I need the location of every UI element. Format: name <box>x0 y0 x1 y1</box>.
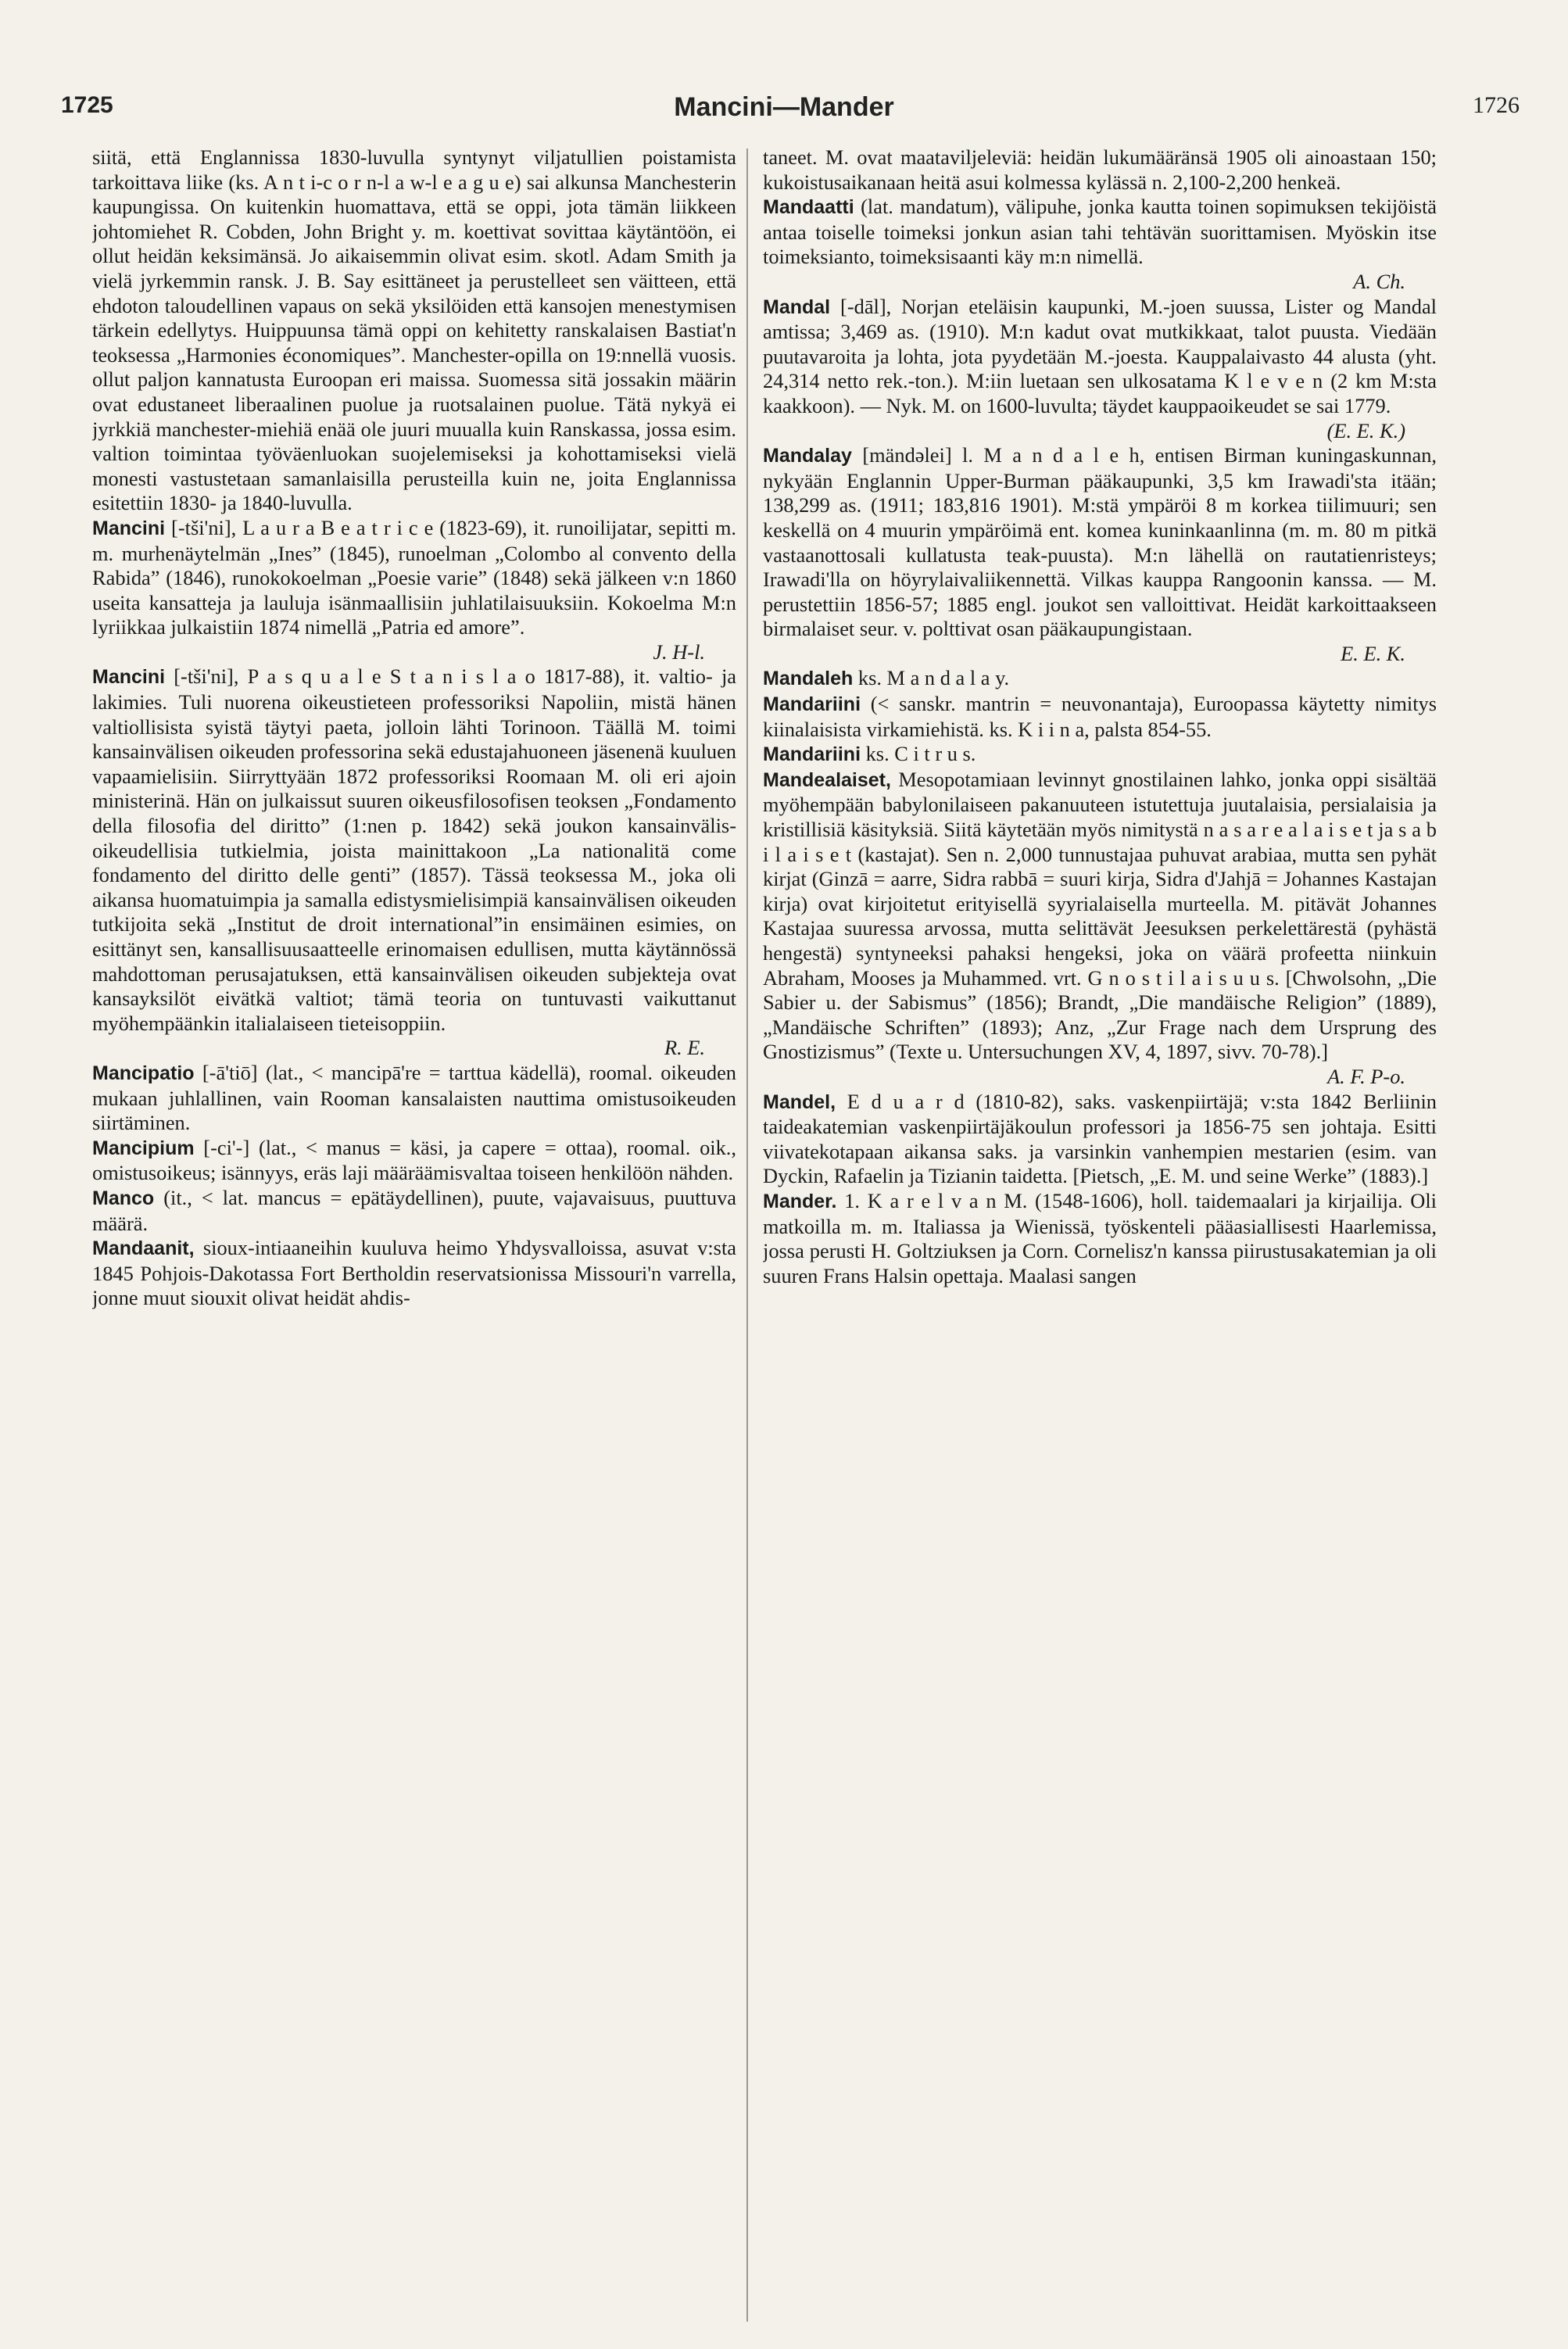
author-signature: J. H-l. <box>653 639 705 664</box>
entry-text: (lat. mandatum), välipuhe, jonka kautta toinen sopimuksen tekijöistä antaa toiselle toimeksi jonkun asian tahi tehtävän suorittamisen. Myöskin itse toimeksianto, toimeksisaanti käy m:n nimellä. <box>763 195 1437 269</box>
entry-text: ks. M a n d a l a y. <box>853 666 1010 690</box>
continued-text <box>92 145 736 516</box>
column-divider <box>746 149 748 2322</box>
entry-headword: Mandalay <box>763 445 852 467</box>
entry-text: [-tši'ni], L a u r a B e a t r i c e (1823-69), it. runoilijatar, sepitti m. m. murhenäytelmän „Ines” (1845), runoelman „Colombo al convento della Rabida” (1846), runokokoelman „Poesie varie” (1848) sekä jälkeen v:n 1860 useita kansatteja ja lauluja isänmaallisiin juhlatilaisuuksiin. Kokoelma M:n lyriikkaa julkaistiin 1874 nimellä „Patria ed amore”. <box>92 515 736 639</box>
entry-text: [-dāl], Norjan eteläisin kaupunki, M.-joen suussa, Lister og Mandal amtissa; 3,469 as. (1910). M:n kadut ovat mutkikkaat, talot puusta. Viedään puutavaroita ja lohta, jota pyydetään M.-joesta. Kauppalaivasto 44 alusta (yht. 24,314 netto rek.-ton.). M:iin luetaan sen ulkosatama K l e v e n (2 km M:sta kaakkoon). — Nyk. M. on 1600-luvulta; täydet kauppaoikeudet se sai 1779. <box>763 294 1437 417</box>
right-column <box>763 145 1437 2326</box>
dictionary-entry <box>92 1236 736 1311</box>
dictionary-entry <box>763 692 1437 742</box>
author-signature: A. Ch. <box>1353 269 1405 293</box>
entry-text: (< sanskr. mantrin = neuvonantaja), Euroopassa käytetty nimitys kiinalaisista virkamiehistä. ks. K i i n a, palsta 854-55. <box>763 692 1437 741</box>
dictionary-entry <box>763 666 1437 692</box>
dictionary-entry <box>763 295 1437 444</box>
entry-headword: Mander. <box>763 1190 837 1212</box>
entry-headword: Mandaatti <box>763 196 854 219</box>
dictionary-entry <box>763 1090 1437 1189</box>
entry-text: (it., < lat. mancus = epätäydellinen), puute, vajavaisuus, puuttuva määrä. <box>92 1185 736 1235</box>
dictionary-entry <box>92 1136 736 1186</box>
entry-text: [mändəlei] l. M a n d a l e h, entisen Birman kuningaskunnan, nykyään Englannin Upper-Burman pääkaupunki, 3,5 km Irawadi'sta itään; 138,299 as. (1911; 183,816 1901). M:stä ympäröi 8 m korkea tiilimuuri; sen keskellä on 4 muurin ympäröimä ent. komea kuninkaanlinna (m. m. 80 m pitkä vastaanottosali kullatusta teak-puusta). M:n lähellä on rautatienristeys; Irawadi'lla on höyrylaivaliikennettä. Vilkas kauppa Rangoonin kanssa. — M. perustettiin 1856-57; 1885 engl. joukot sen valloittivat. Heidät karkoittaakseen birmalaiset seur. v. polttivat osan pääkaupungistaan. <box>763 443 1437 641</box>
entry-headword: Mancini <box>92 666 166 689</box>
dictionary-entry <box>92 1186 736 1236</box>
entry-text: [-ā'tiō] (lat., < mancipā're = tarttua kädellä), roomal. oikeuden mukaan juhlallinen, vain Rooman kansalaisten nauttima omistusoikeuden siirtäminen. <box>92 1060 736 1135</box>
author-signature: A. F. P-o. <box>1327 1064 1405 1088</box>
left-column <box>92 145 736 2326</box>
dictionary-entry <box>92 664 736 1061</box>
author-signature: E. E. K. <box>1341 641 1405 665</box>
entry-headword: Mandel, <box>763 1090 836 1113</box>
dictionary-entry <box>763 195 1437 294</box>
entry-headword: Mandariini <box>763 743 861 766</box>
entry-headword: Mancipium <box>92 1137 195 1159</box>
page-number-right: 1726 <box>1473 92 1520 118</box>
page-number-left: 1725 <box>61 92 113 118</box>
entry-text: taneet. M. ovat maataviljeleviä: heidän lukumääränsä 1905 oli ainoastaan 150; kukoistusaikanaan heitä asui kolmessa kylässä n. 2,100-2,200 henkeä. <box>763 145 1437 194</box>
entry-text: E d u a r d (1810-82), saks. vaskenpiirtäjä; v:sta 1842 Berliinin taideakatemian vaskenpiirtäjäkoulun professori ja 1856-75 sen johtaja. Esitti viivatekotapaan aikansa saks. ja varsinkin vanhempien mestarien (esim. van Dyckin, Rafaelin ja Tizianin taidetta. [Pietsch, „E. M. und seine Werke” (1883).] <box>763 1089 1437 1188</box>
entry-headword: Mancipatio <box>92 1062 195 1084</box>
dictionary-entry <box>763 443 1437 666</box>
dictionary-entry <box>763 742 1437 768</box>
entry-headword: Mandariini <box>763 693 861 716</box>
entry-headword: Mancini <box>92 517 166 539</box>
entry-headword: Mandaleh <box>763 668 854 690</box>
entry-text: siitä, että Englannissa 1830-luvulla syntynyt viljatullien poistamista tarkoittava liike (ks. A n t i-c o r n-l a w-l e a g u e) sai alkunsa Manchesterin kaupungissa. On kuitenkin huomattava, että se oppi, jota tämän liikkeen johtomiehet R. Cobden, John Bright y. m. koettivat sovittaa käytäntöön, ei ollut heidän keksimänsä. Jo aikaisemmin olivat esim. skotl. Adam Smith ja vielä jyrkemmin ransk. J. B. Say esittäneet ja perustelleet sen väitteen, että ehdoton taloudellinen vapaus on sekä yksilöiden että kansojen menestymisen tärkein edellytys. Huippuunsa tämä oppi on kehitetty ranskalaisen Bastiat'n teoksessa „Harmonies économiques”. Manchester-opilla on 19:nnellä vuosis. ollut paljon kannatusta Euroopan eri maissa. Suomessa sitä jossakin määrin ovat edustaneet liberaalinen puolue ja ruotsalainen puolue. Tätä nykyä ei jyrkkiä manchester-miehiä enää ole juuri muualla kuin Ranskassa, jossa esim. valtion toimintaa työväenluokan suojelemiseksi ja kohottamiseksi vielä monesti vastustetaan samanlaisilla perusteilla kuin ne, joita Englannissa esitettiin 1830- ja 1840-luvulla. <box>92 145 736 515</box>
entry-text: ks. C i t r u s. <box>861 742 976 766</box>
author-signature: R. E. <box>664 1036 705 1060</box>
entry-headword: Mandealaiset, <box>763 768 891 791</box>
entry-text: Mesopotamiaan levinnyt gnostilainen lahko, jonka oppi sisältää myöhempään babylonilaiseen pakanuuteen istutettuja juutalaisia, persialaisia ja kristillisiä käsityksiä. Siitä käytetään myös nimitystä n a s a r e a l a i s e t ja s a b i l a i s e t (kastajat). Sen n. 2,000 tunnustajaa puhuvat arabiaa, mutta sen pyhät kirjat (Ginzā = aarre, Sidra rabbā = suuri kirja, Sidra d'Jahjā = Johannes Kastajan kirja) ovat kirjoitetut erityisellä syyrialaisella murteella. M. pitävät Johannes Kastajaa suuressa arvossa, mutta selittävät Jeesuksen perkelettärestä (pyhästä hengestä) syntyneeksi pahaksi hengeksi, joka on väärä profeetta niinkuin Abraham, Mooses ja Muhammed. vrt. G n o s t i l a i s u u s. [Chwolsohn, „Die Sabier u. der Sabismus” (1856); Brandt, „Die mandäische Religion” (1889), „Mandäische Schriften” (1893); Anz, „Zur Frage nach dem Ursprung des Gnostizismus” (Texte u. Untersuchungen XV, 4, 1897, sivv. 70-78).] <box>763 767 1437 1064</box>
entry-text: [-tši'ni], P a s q u a l e S t a n i s l a o 1817-88), it. valtio- ja lakimies. Tuli nuorena oikeustieteen professoriksi Napoliin, mistä hänen valtiollisista syistä täytyi paeta, jolloin lähti Torinoon. Täällä M. toimi kansainvälisen oikeuden professorina sekä edustajahuoneen jäsenenä kuuluen vapaamielisiin. Siirryttyään 1872 professoriksi Roomaan M. oli eri ajoin ministerinä. Hän on julkaissut suuren oikeusfilosofisen teoksen „Fondamento della filosofia del diritto” (1:nen p. 1842) sekä joukon kansainvälis-oikeudellisia tutkielmia, joista mainittakoon „La nationalitä come fondamento del diritto delle genti” (1857). Tässä teoksessa M., joka oli aikansa huomatuimpia ja samalla edistysmielisimpiä kansainvälisen oikeuden tutkijoita sekä „Institut de droit international”in ensimäinen esimies, on esittänyt sen, kansallisuusaatteelle erinomaisen edullisen, mutta käytännössä mahdottoman perusajatuksen, että kansainvälisen oikeuden subjekteja ovat kansayksilöt eivätkä valtiot; tämä teoria on tuntuvasti vaikuttanut myöhempäänkin italialaiseen tieteisoppiin. <box>92 664 736 1035</box>
entry-headword: Mandaanit, <box>92 1237 195 1260</box>
entry-headword: Mandal <box>763 295 831 318</box>
entry-text: [-ci'-] (lat., < manus = käsi, ja capere = ottaa), roomal. oik., omistusoikeus; isännyys, eräs laji määräämisvaltaa toiseen henkilöön nähden. <box>92 1135 736 1185</box>
dictionary-entry <box>763 1189 1437 1288</box>
dictionary-entry <box>763 768 1437 1090</box>
dictionary-entry <box>92 516 736 665</box>
dictionary-entry <box>92 1061 736 1136</box>
running-title: Mancini—Mander <box>674 92 894 122</box>
author-signature: (E. E. K.) <box>1326 418 1405 442</box>
entry-text: sioux-intiaaneihin kuuluva heimo Yhdysvalloissa, asuvat v:sta 1845 Pohjois-Dakotassa Fort Bertholdin reservatsionissa Missouri'n varrella, jonne muut siouxit olivat heidät ahdis- <box>92 1236 736 1310</box>
entry-headword: Manco <box>92 1187 155 1209</box>
continued-text <box>763 145 1437 195</box>
entry-text: 1. K a r e l v a n M. (1548-1606), holl. taidemaalari ja kirjailija. Oli matkoilla m. m. Italiassa ja Wienissä, työskenteli pääasiallisesti Haarlemissa, jossa perusti H. Goltziuksen ja Corn. Cornelisz'n kanssa piirustusakatemian ja oli suuren Frans Halsin opettaja. Maalasi sangen <box>763 1188 1437 1287</box>
